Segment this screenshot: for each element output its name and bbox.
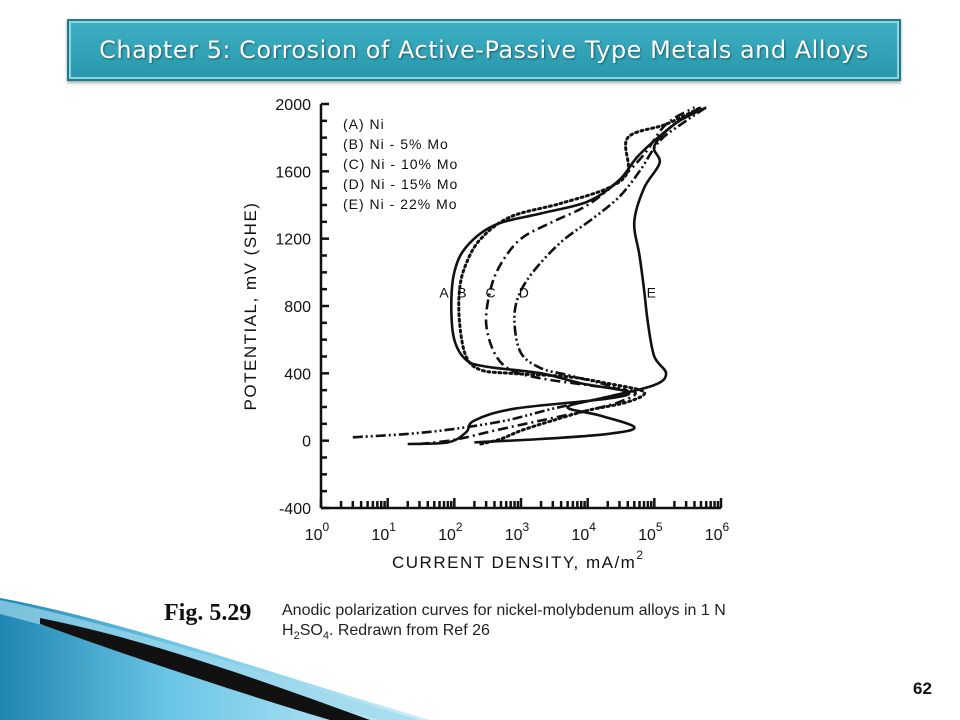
- x-axis-title: CURRENT DENSITY, $mA/m^2$: [392, 548, 645, 572]
- legend-entry: (D) Ni - 15% Mo: [343, 176, 459, 192]
- x-tick-label: $10^2$: [438, 520, 463, 544]
- y-axis-title: POTENTIAL, mV (SHE): [241, 201, 260, 411]
- curve-label-a: A: [439, 284, 449, 301]
- y-tick-label: 800: [284, 299, 311, 316]
- curve-label-d: D: [518, 284, 529, 301]
- figure-number: Fig. 5.29: [164, 600, 252, 626]
- y-tick-label: 0: [302, 433, 311, 451]
- series-e-line: [474, 107, 706, 442]
- curve-label-b: B: [457, 284, 467, 301]
- legend-entry: (B) Ni - 5% Mo: [343, 136, 449, 152]
- curve-label-e: E: [646, 284, 656, 301]
- page-number: 62: [913, 679, 932, 698]
- x-tick-label: $10^5$: [638, 520, 663, 544]
- x-tick-label: $10^4$: [571, 520, 596, 544]
- y-tick-label: 1200: [275, 231, 311, 249]
- curve-labels: [439, 285, 656, 301]
- legend-entry: (C) Ni - 10% Mo: [343, 156, 459, 172]
- x-tick-label: $10^3$: [504, 520, 530, 544]
- legend-entry: (E) Ni - 22% Mo: [343, 196, 458, 212]
- x-tick-label: $10^1$: [371, 520, 396, 544]
- curve-label-c: C: [485, 284, 496, 301]
- caption-line-2: $H_2SO_4$. Redrawn from Ref 26: [282, 622, 490, 643]
- x-tick-label: $10^6$: [704, 520, 730, 544]
- legend-entry: (A) Ni: [343, 116, 385, 132]
- y-tick-label: 1600: [275, 164, 311, 182]
- x-axis: [305, 498, 730, 544]
- figure-caption: [164, 600, 824, 648]
- y-tick-label: 400: [284, 366, 311, 384]
- y-tick-label: -400: [278, 501, 311, 518]
- slide-title: Chapter 5: Corrosion of Active-Passive Type Metals and Alloys: [99, 36, 869, 64]
- caption-line-1: Anodic polarization curves for nickel-molybdenum alloys in 1 N: [282, 602, 726, 619]
- y-tick-label: 2000: [275, 97, 311, 114]
- legend: [343, 116, 458, 212]
- x-tick-label: $10^0$: [304, 520, 330, 544]
